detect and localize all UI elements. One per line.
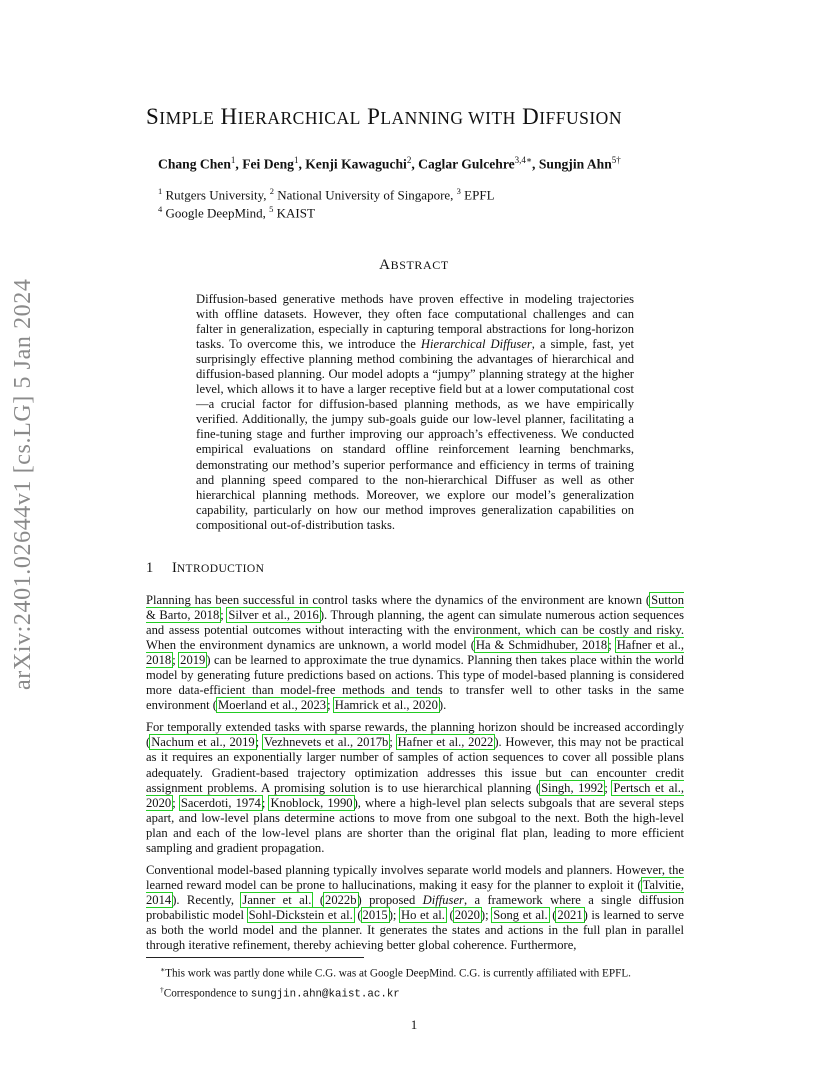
author-name: Chang Chen — [158, 156, 231, 172]
author-name: Caglar Gulcehre — [418, 156, 515, 172]
page-number: 1 — [410, 1017, 418, 1032]
introduction-body — [146, 593, 684, 960]
title-initial: D — [522, 104, 540, 129]
section-number: 1 — [146, 560, 154, 576]
author-affiliation-mark: 5† — [611, 155, 621, 165]
abstract-heading-initial: A — [379, 257, 391, 273]
text-run: ) can be learned to approximate the true dynamics. Planning then takes place within the world model by generating future predictions based on actions. This type of model-based planning is considered more data-efficient than model-free methods and tends to transfer well to other tasks in the same environment ( — [146, 653, 684, 713]
citation-link[interactable]: 2022b — [325, 892, 357, 907]
citation-link[interactable]: 2015 — [362, 907, 388, 922]
affiliation-name: Rutgers University, — [162, 187, 270, 203]
text-run: ), where a high-level plan selects subgoals that are several steps apart, and low-level plans determine actions to move from one subgoal to the next. Both the high-level plan and each of the low-level plans are shorter than the original flat plan, leading to more efficient sampling and gradient propagation. — [146, 795, 684, 855]
title-initial: P — [367, 104, 381, 129]
citation-link[interactable]: Janner et al. — [242, 892, 312, 907]
citation-link[interactable]: Talvitie, 2014 — [146, 877, 684, 907]
emphasized-text: Diffuser — [422, 892, 464, 907]
email-link[interactable]: sungjin.ahn@kaist.ac.kr — [250, 988, 400, 1001]
title-word: IFFUSION — [539, 108, 622, 128]
affiliations-line-1 — [158, 186, 495, 203]
citation-link[interactable]: 2021 — [557, 907, 583, 922]
author-list — [158, 155, 621, 173]
citation-link[interactable]: Ho et al. — [401, 907, 445, 922]
author-name: Kenji Kawaguchi — [305, 156, 407, 172]
text-run: ; — [172, 795, 180, 810]
footnote-rule — [146, 957, 364, 958]
text-run: ; — [261, 795, 270, 810]
text-run: ); — [480, 907, 493, 922]
affiliation-mark: 5 — [269, 204, 274, 214]
text-run: For temporally extended tasks with sparse rewards, the planning horizon should be increased accordingly ( — [146, 720, 684, 750]
citation-link[interactable]: Sutton & Barto, 2018 — [146, 593, 684, 623]
affiliations-line-2 — [158, 204, 315, 221]
citation-link[interactable]: Singh, 1992 — [541, 780, 604, 795]
citation-link[interactable]: Hafner et al., 2018 — [146, 638, 685, 668]
section-initial: I — [172, 560, 177, 576]
text-run: ( — [353, 907, 362, 922]
affiliation-name: National University of Singapore, — [273, 187, 457, 203]
author-affiliation-mark: 1 — [293, 155, 299, 165]
citation-link[interactable]: Knoblock, 1990 — [270, 795, 353, 810]
text-run: ; — [220, 608, 228, 623]
text-run: ). Through planning, the agent can simulate numerous action sequences and assess potential outcomes without interacting with the environment, which can be costly and risky. When the environment dynamics are unknown, a world model ( — [146, 608, 684, 653]
citation-link[interactable]: 2020 — [454, 907, 480, 922]
affiliation-mark: 2 — [269, 186, 274, 196]
affiliation-mark: 1 — [158, 186, 163, 196]
text-run: ; — [327, 698, 334, 713]
paragraph — [146, 593, 684, 713]
citation-link[interactable]: Vezhnevets et al., 2017b — [263, 735, 389, 750]
affiliation-mark: 3 — [456, 186, 461, 196]
citation-link[interactable]: Nachum et al., 2019 — [151, 735, 255, 750]
text-run: ( — [445, 907, 454, 922]
citation-link[interactable]: Ha & Schmidhuber, 2018 — [475, 638, 608, 653]
arxiv-identifier[interactable]: arXiv:2401.02644v1 [cs.LG] 5 Jan 2024 — [10, 278, 36, 690]
citation-link[interactable]: Hamrick et al., 2020 — [334, 698, 438, 713]
footnote-text: Correspondence to — [163, 987, 251, 1000]
text-run: ( — [312, 892, 325, 907]
text-run: ; — [604, 780, 613, 795]
text-run: Diffusion-based generative methods have proven effective in modeling trajectories with offline datasets. However, they often face computational challenges and can falter in generalization, especially in capturing temporal abstractions for long-horizon tasks. To overcome this, we introduce the — [196, 292, 634, 352]
text-run: ; — [255, 735, 263, 750]
paragraph — [146, 720, 684, 855]
footnote-mark: † — [160, 984, 164, 994]
paper-title — [146, 104, 686, 130]
footnote-text: This work was partly done while C.G. was at Google DeepMind. C.G. is currently affiliated with EPFL. — [165, 967, 631, 980]
citation-link[interactable]: Moerland et al., 2023 — [218, 698, 327, 713]
author-name: Fei Deng — [242, 156, 294, 172]
footnote-2 — [160, 982, 631, 1003]
affiliation-mark: 4 — [158, 204, 163, 214]
affiliation-name: Google DeepMind, — [162, 205, 270, 221]
footnote-mark: ∗ — [160, 965, 166, 974]
title-initial: H — [220, 104, 238, 129]
footnote-1 — [160, 962, 631, 982]
author-separator: , — [532, 156, 539, 172]
title-word: IERARCHICAL — [237, 108, 361, 128]
title-word: IMPLE — [159, 108, 215, 128]
abstract-heading-rest: BSTRACT — [390, 258, 449, 272]
text-run: ) proposed — [357, 892, 423, 907]
author-separator: , — [298, 156, 306, 172]
affiliation-name: KAIST — [273, 205, 315, 221]
text-run: ). — [438, 698, 447, 713]
title-word: LANNING WITH — [380, 108, 516, 128]
citation-link[interactable]: Sohl-Dickstein et al. — [248, 907, 353, 922]
text-run: ; — [608, 638, 616, 653]
affiliation-name: EPFL — [460, 187, 495, 203]
section-heading-introduction — [146, 560, 264, 577]
citation-link[interactable]: 2019 — [180, 653, 206, 668]
author-name: Sungjin Ahn — [538, 156, 612, 172]
abstract-text — [196, 292, 634, 533]
abstract-heading — [0, 257, 828, 274]
citation-link[interactable]: Hafner et al., 2022 — [397, 735, 494, 750]
emphasized-text: Hierarchical Diffuser — [420, 337, 532, 352]
text-run: ); — [388, 907, 400, 922]
citation-link[interactable]: Song et al. — [493, 907, 548, 922]
citation-link[interactable]: Pertsch et al., 2020 — [146, 780, 684, 810]
text-run: ; — [172, 653, 180, 668]
author-separator: , — [411, 156, 419, 172]
text-run: Conventional model-based planning typically involves separate world models and planners. However, the learned reward model can be prone to hallucinations, making it easy for the planner to exploit it ( — [146, 862, 684, 892]
text-run: , a simple, fast, yet surprisingly effective planning method combining the advantages of hierarchical and diffusion-based planning. Our model adopts a “jumpy” planning strategy at the higher level, which allows it to have a larger receptive field but at a lower computational cost—a crucial factor for diffusion-based planning methods, as we have empirically verified. Additionally, the jumpy sub-goals guide our low-level planner, facilitating a fine-tuning stage and further improving our approach’s effectiveness. We conducted empirical evaluations on standard offline reinforcement learning benchmarks, demonstrating our method’s superior performance and efficiency in terms of training and planning speed compared to the non-hierarchical Diffuser as well as other hierarchical planning methods. Moreover, we explore our model’s generalization capability, particularly on how our method improves generalization capabilities on compositional out-of-distribution tasks. — [196, 337, 634, 532]
text-run: ). Recently, — [172, 892, 242, 907]
footnotes — [160, 962, 631, 1002]
text-run: ) is learned to serve as both the world model and the planner. It generates the states and actions in the full plan in parallel through iterative refinement, thereby achieving better global coherence. Furthermore, — [146, 907, 685, 953]
citation-link[interactable]: Silver et al., 2016 — [228, 608, 319, 623]
text-run: ( — [548, 907, 557, 922]
text-run: , a framework where a single diffusion probabilistic model — [146, 892, 685, 922]
paragraph — [146, 863, 684, 953]
text-run: ). However, this may not be practical as it requires an exponentially larger number of samples of action sequences to cover all possible plans adequately. Gradient-based trajectory optimization addresses this issue but can encounter credit assignment problems. A promising solution is to use hierarchical planning ( — [146, 735, 684, 795]
author-affiliation-mark: 1 — [230, 155, 236, 165]
section-title: NTRODUCTION — [176, 563, 265, 575]
author-affiliation-mark: 3,4∗ — [514, 155, 533, 165]
author-separator: , — [235, 156, 243, 172]
text-run: ; — [389, 735, 397, 750]
text-run: Planning has been successful in control tasks where the dynamics of the environment are known ( — [146, 593, 651, 607]
author-affiliation-mark: 2 — [406, 155, 412, 165]
citation-link[interactable]: Sacerdoti, 1974 — [180, 795, 261, 810]
title-initial: S — [146, 104, 160, 129]
